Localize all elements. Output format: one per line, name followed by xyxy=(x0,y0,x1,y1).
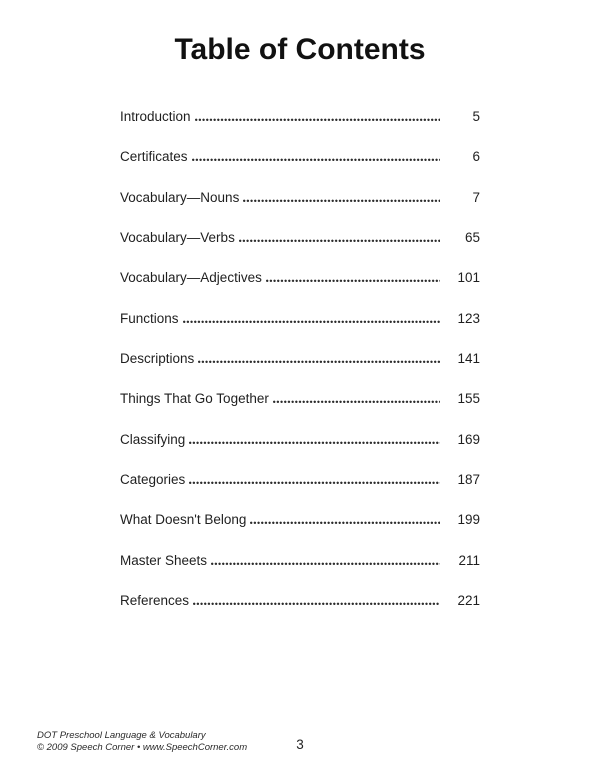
toc-entry-page: 141 xyxy=(457,350,480,366)
toc-entry-page: 6 xyxy=(472,149,480,165)
toc-entry-page: 7 xyxy=(472,189,480,205)
toc-entry-label: What Doesn't Belong xyxy=(120,512,247,528)
toc-entry xyxy=(120,541,480,581)
dot-leader xyxy=(189,441,440,444)
toc-entry-label: Classifying xyxy=(120,431,186,447)
dot-leader xyxy=(192,158,440,161)
page-title: Table of Contents xyxy=(174,33,426,66)
dot-leader xyxy=(189,481,440,484)
toc-entry-label: Categories xyxy=(120,471,186,487)
dot-leader xyxy=(198,360,440,363)
page-number: 3 xyxy=(296,737,304,752)
toc-entry-page: 199 xyxy=(457,512,480,528)
toc-entry-label: Introduction xyxy=(120,109,191,124)
toc-entry-label: Master Sheets xyxy=(120,552,208,568)
toc-entry-label: Vocabulary—Adjectives xyxy=(120,270,262,286)
toc-entry-page: 5 xyxy=(472,109,480,124)
toc-entry xyxy=(120,258,480,298)
toc-entry-label: Functions xyxy=(120,310,179,326)
dot-leader xyxy=(239,239,440,242)
toc-entry xyxy=(120,97,480,137)
toc-entry-page: 211 xyxy=(458,552,480,568)
toc-entry xyxy=(120,379,480,419)
footer-copyright: © 2009 Speech Corner • www.SpeechCorner.com xyxy=(37,741,248,753)
dot-leader xyxy=(273,400,440,403)
toc-entry-label: References xyxy=(120,592,190,608)
toc-entry xyxy=(120,218,480,258)
toc-entry xyxy=(120,581,480,621)
toc-entry-label: Descriptions xyxy=(120,350,195,366)
toc-entry xyxy=(120,137,480,177)
dot-leader xyxy=(243,199,440,202)
toc-entry-page: 101 xyxy=(457,270,480,286)
toc-entry-page: 187 xyxy=(457,471,480,487)
toc-entry-page: 169 xyxy=(457,431,480,447)
footer-book-title: DOT Preschool Language & Vocabulary xyxy=(37,730,206,741)
dot-leader xyxy=(266,279,440,282)
toc-entry xyxy=(120,299,480,339)
dot-leader xyxy=(211,562,440,565)
dot-leader xyxy=(195,118,440,121)
toc-entry-label: Certificates xyxy=(120,149,188,165)
dot-leader xyxy=(193,602,440,605)
toc-list xyxy=(120,97,480,621)
toc-entry xyxy=(120,500,480,540)
toc-entry-label: Vocabulary—Verbs xyxy=(120,229,235,245)
toc-entry xyxy=(120,339,480,379)
toc-entry-page: 221 xyxy=(457,592,480,608)
toc-entry xyxy=(120,420,480,460)
toc-entry-page: 155 xyxy=(457,391,480,407)
toc-entry xyxy=(120,460,480,500)
toc-entry-page: 65 xyxy=(464,229,480,245)
toc-entry-page: 123 xyxy=(457,310,480,326)
toc-entry-label: Things That Go Together xyxy=(120,391,269,407)
toc-entry xyxy=(120,178,480,218)
dot-leader xyxy=(250,521,440,524)
dot-leader xyxy=(183,320,440,323)
toc-entry-label: Vocabulary—Nouns xyxy=(120,189,240,205)
